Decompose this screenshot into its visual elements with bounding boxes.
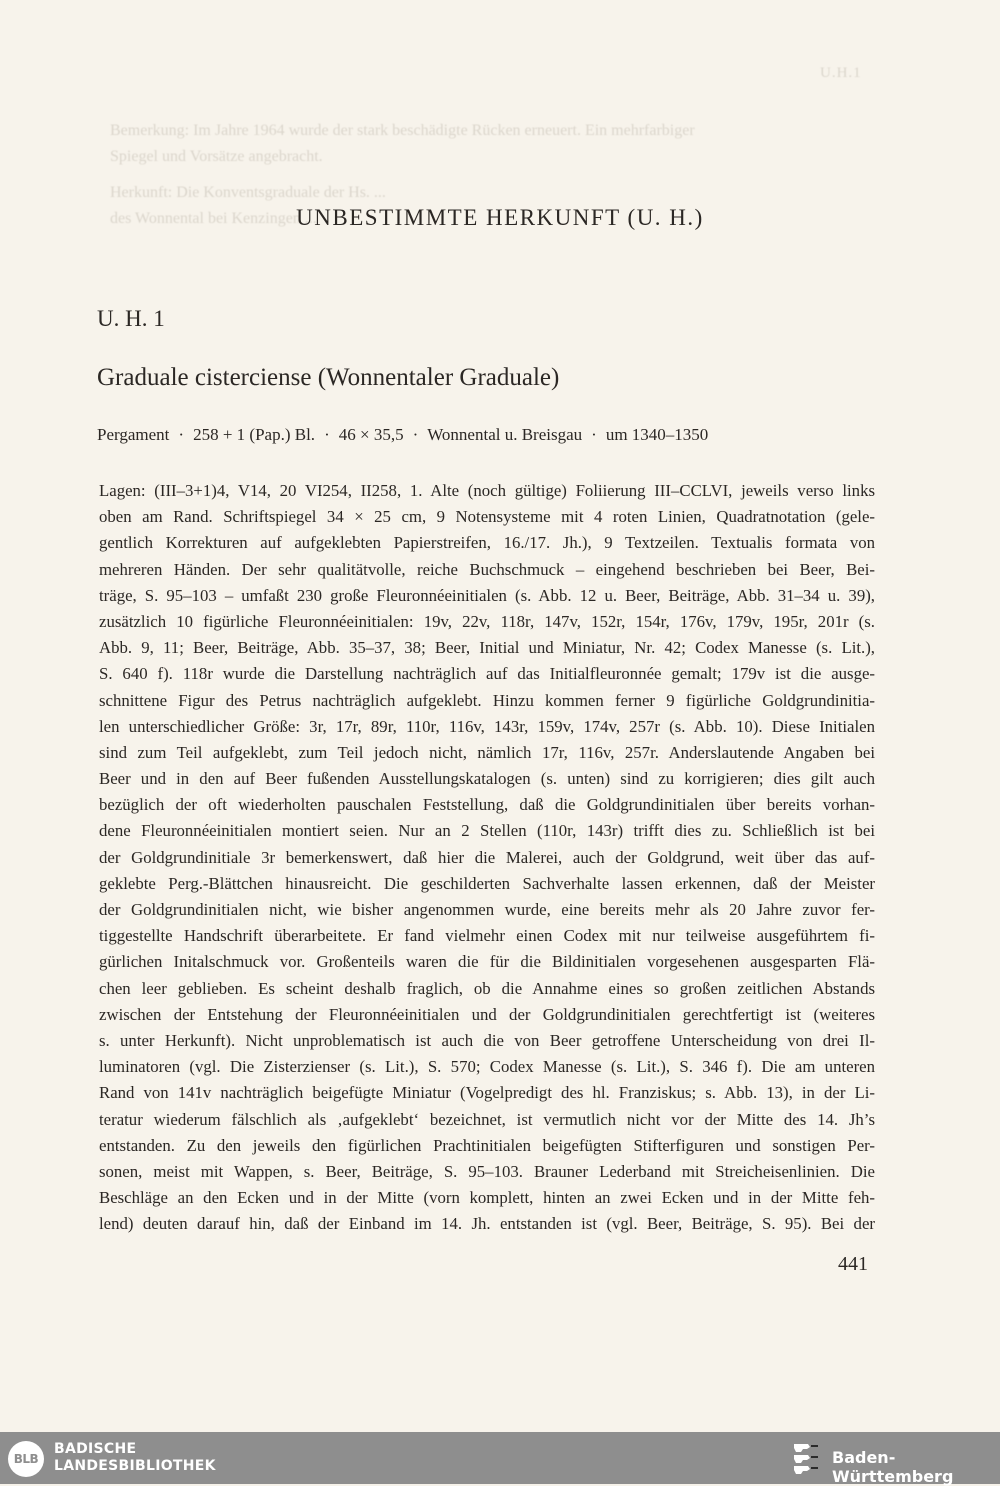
body-line: Beschläge an den Ecken und in der Mitte (vorn komplett, hinten an zwei Ecken und in der Mitte feh- (99, 1188, 875, 1208)
body-line: zwischen der Entstehung der Fleuronnéeinitialen und der Goldgrundinitialen gerechtfertigt ist (weiteres (99, 1004, 875, 1024)
body-line: Beer und in den auf Beer fußenden Ausstellungskatalogen (s. unten) sind zu korrigieren; dies gilt auch (99, 769, 875, 789)
body-line: S. 640 f). 118r wurde die Darstellung nachträglich auf das Initialfleuronnée gemalt; 179v ist die ausge- (99, 664, 875, 684)
bleed-through-line: Bemerkung: Im Jahre 1964 wurde der stark beschädigte Rücken erneuert. Ein mehrfarbiger (110, 122, 695, 139)
bleed-through-line: Spiegel und Vorsätze angebracht. (110, 148, 323, 165)
meta-material: Pergament (97, 425, 170, 444)
body-line: gürlichen Initalschmuck vor. Großenteils waren die für die Bildinitialen vorgesehenen ausgesparten Flä- (99, 952, 875, 972)
body-line: dene Fleuronnéeinitialen montiert seien. Nur an 2 Stellen (110r, 143r) trifft dies zu. Schließlich ist bei (99, 821, 875, 841)
body-line: Lagen: (III–3+1)4, V14, 20 VI254, II258, 1. Alte (noch gültige) Foliierung III–CCLVI, jeweils verso links (99, 481, 875, 500)
body-line: mehreren Händen. Der sehr qualitätvolle, reiche Buchschmuck – eingehend beschrieben bei Beer, Bei- (99, 559, 875, 579)
body-line: chen leer geblieben. Es scheint deshalb fraglich, ob die Annahme eines so großen zeitlichen Abstands (99, 978, 875, 998)
body-line: zusätzlich 10 figürliche Fleuronnéeinitialen: 19v, 22v, 118r, 147v, 152r, 154r, 176v, 179v, 195r, 201r (s. (99, 611, 875, 631)
body-line: der Goldgrundinitialen nicht, wie bisher angenommen wurde, eine bereits mehr als 20 Jahre zuvor fer- (99, 900, 875, 919)
body-line: tiggestellte Handschrift überarbeitete. Er fand vielmehr einen Codex mit nur teilweise ausgeführtem fi- (99, 926, 875, 946)
description-body (99, 478, 875, 1237)
page-number: 441 (838, 1253, 868, 1275)
library-logo-icon[interactable]: BLB (8, 1441, 44, 1477)
bleed-through-running-head: U.H.1 (820, 65, 862, 81)
meta-leaves: 258 + 1 (Pap.) Bl. (193, 425, 316, 444)
body-line: gentlich Korrekturen auf aufgeklebten Papierstreifen, 16./17. Jh.), 9 Textzeilen. Textualis formata von (99, 533, 875, 553)
state-name[interactable]: Baden-Württemberg (832, 1448, 954, 1486)
section-title: UNBESTIMMTE HERKUNFT (U. H.) (296, 205, 704, 230)
footer-bar (0, 1432, 1000, 1484)
body-line: entstanden. Zu den jeweils den figürlichen Prachtinitialen beigefügten Stifterfiguren und sonstigen Per- (99, 1135, 875, 1155)
library-name-line2: LANDESBIBLIOTHEK (54, 1458, 216, 1474)
body-line: schnittene Figur des Petrus nachträglich aufgeklebt. Hinzu kommen ferner 9 figürliche Goldgrundinitia- (99, 690, 875, 710)
meta-place: Wonnental u. Breisgau (427, 425, 583, 444)
body-line: sonen, meist mit Wappen, s. Beer, Beiträge, S. 95–103. Brauner Lederband mit Streicheisenlinien. Die (99, 1161, 875, 1181)
body-line: der Goldgrundinitiale 3r bemerkenswert, daß hier die Malerei, auch der Goldgrund, weit über das auf- (99, 847, 875, 867)
meta-date: um 1340–1350 (605, 425, 709, 444)
entry-id: U. H. 1 (97, 306, 165, 331)
body-line: Abb. 9, 11; Beer, Beiträge, Abb. 35–37, 38; Beer, Initial und Miniatur, Nr. 42; Codex Manesse (s. Lit.), (99, 638, 875, 658)
meta-separator: · (591, 425, 597, 444)
meta-separator: · (412, 425, 419, 444)
library-name[interactable] (54, 1441, 216, 1475)
meta-separator: · (178, 425, 185, 444)
body-line: träge, S. 95–103 – umfaßt 230 große Fleuronnéeinitialen (s. Abb. 12 u. Beer, Beiträge, Abb. 31–34 u. 39), (99, 585, 875, 605)
bleed-through-line: des Wonnental bei Kenzingen ... (110, 210, 317, 227)
body-line: teratur wiederum fälschlich als ‚aufgeklebt‘ bezeichnet, ist vermutlich nicht vor der Mitte des 14. Jh’s (99, 1109, 875, 1129)
body-line: s. unter Herkunft). Nicht unproblematisch ist auch die von Beer getroffene Unterscheidung von drei Il- (99, 1030, 875, 1050)
body-line: Rand von 141v nachträglich beigefügte Miniatur (Vogelpredigt des hl. Franziskus; s. Abb. 13), in der Li- (99, 1083, 875, 1103)
body-line: sind zum Teil aufgeklebt, zum Teil jedoch nicht, nämlich 17r, 116v, 257r. Anderslautende Angaben bei (99, 742, 875, 762)
entry-title: Graduale cisterciense (Wonnentaler Graduale) (97, 364, 560, 391)
body-line: len unterschiedlicher Größe: 3r, 17r, 89r, 110r, 116v, 143r, 159v, 174v, 257r (s. Abb. 10). Diese Initialen (99, 716, 875, 736)
body-line: geklebte Perg.-Blättchen hinausreicht. Die geschilderten Sachverhalte lassen erkennen, daß der Meister (99, 873, 875, 893)
body-line: oben am Rand. Schriftspiegel 34 × 25 cm, 9 Notensysteme mit 4 roten Linien, Quadratnotation (gele- (99, 507, 875, 527)
meta-size: 46 × 35,5 (338, 425, 404, 444)
body-line: luminatoren (vgl. Die Zisterzienser (s. Lit.), S. 570; Codex Manesse (s. Lit.), S. 346 f). Die am unteren (99, 1057, 875, 1077)
body-line: lend) deuten darauf hin, daß der Einband im 14. Jh. entstanden ist (vgl. Beer, Beiträge, S. 95). Bei der (99, 1214, 875, 1234)
bleed-through-line: Herkunft: Die Konventsgraduale der Hs. ... (110, 184, 386, 201)
library-name-line1: BADISCHE (54, 1441, 137, 1457)
body-line: bezüglich der oft wiederholten pauschalen Feststellung, daß die Goldgrundinitialen über bereits vorhan- (99, 795, 875, 815)
physical-description (97, 425, 877, 445)
state-lions-emblem-icon (790, 1441, 822, 1477)
meta-separator: · (324, 425, 330, 444)
